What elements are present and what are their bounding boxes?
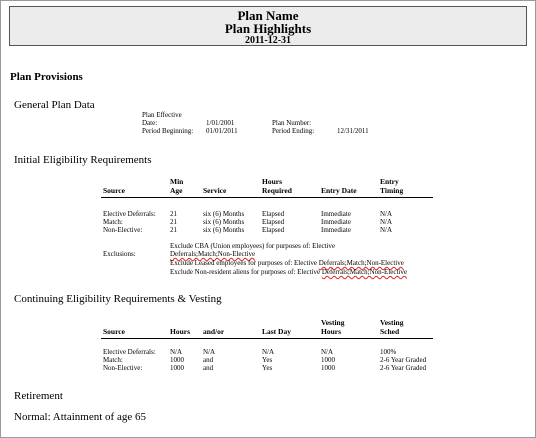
row-vesting-hours: 1000 — [321, 364, 335, 372]
row-vesting-hours: N/A — [321, 348, 334, 356]
col-hours: Hours — [170, 327, 191, 336]
row-hours: 1000 — [170, 356, 184, 364]
col-vesting-sched-1: Vesting — [380, 318, 404, 327]
period-beginning-value: 01/01/2011 — [206, 127, 238, 135]
row-vesting-hours: 1000 — [321, 356, 335, 364]
exclusion-sources: Deferrals;Match;Non-Elective — [318, 259, 404, 267]
col-last-day: Last Day — [262, 327, 291, 336]
col-hours-2: Required — [262, 186, 292, 195]
plan-number-label: Plan Number: — [272, 119, 312, 127]
exclusion-line-2: Deferrals;Match;Non-Elective — [170, 250, 256, 258]
col-vesting-hours-1: Vesting — [321, 318, 345, 327]
retirement-heading: Retirement — [14, 390, 63, 402]
exclusion-line-1: Exclude CBA (Union employees) for purposes of: Elective — [170, 242, 336, 250]
row-hours: Elapsed — [262, 218, 285, 226]
period-ending-label: Period Ending: — [272, 127, 315, 135]
row-vesting-sched: 2-6 Year Graded — [380, 356, 427, 364]
col-entry-timing-1: Entry — [380, 177, 399, 186]
row-timing: N/A — [380, 218, 393, 226]
row-andor: and — [203, 364, 214, 372]
row-source: Elective Deferrals: — [103, 210, 156, 218]
effective-date-label-2: Date: — [142, 119, 158, 127]
plan-name: Plan Name — [237, 8, 299, 23]
col-hours-1: Hours — [262, 177, 283, 186]
row-entry-date: Immediate — [321, 210, 351, 218]
row-vesting-sched: 100% — [380, 348, 397, 356]
exclusion-text: Exclude Leased employees for purposes of: Elective — [170, 259, 319, 267]
row-hours: 1000 — [170, 364, 184, 372]
exclusion-line-3 — [170, 259, 404, 267]
plan-provisions-heading: Plan Provisions — [10, 71, 83, 83]
col-min-1: Min — [170, 177, 184, 186]
row-source: Non-Elective: — [103, 364, 143, 372]
effective-date-label-1: Plan Effective — [142, 111, 182, 119]
row-age: 21 — [170, 226, 177, 234]
general-plan-data-heading: General Plan Data — [14, 99, 95, 111]
continuing-eligibility-heading: Continuing Eligibility Requirements & Vesting — [14, 293, 222, 305]
row-hours: Elapsed — [262, 226, 285, 234]
exclusion-sources: Deferrals;Match;Non-Elective — [321, 268, 407, 276]
col-vesting-sched-2: Sched — [380, 327, 400, 336]
exclusions-label: Exclusions: — [103, 250, 136, 258]
exclusion-text: Exclude Non-resident aliens for purposes of: Elective — [170, 268, 322, 276]
col-entry-date: Entry Date — [321, 186, 357, 195]
col-service: Service — [203, 186, 227, 195]
row-entry-date: Immediate — [321, 226, 351, 234]
col-min-2: Age — [170, 186, 183, 195]
col-andor: and/or — [203, 327, 225, 336]
row-age: 21 — [170, 210, 177, 218]
row-andor: N/A — [203, 348, 216, 356]
row-last-day: Yes — [262, 356, 273, 364]
document-header — [9, 6, 527, 46]
row-timing: N/A — [380, 210, 393, 218]
initial-eligibility-heading: Initial Eligibility Requirements — [14, 154, 152, 166]
row-entry-date: Immediate — [321, 218, 351, 226]
row-source: Match: — [103, 218, 123, 226]
plan-date: 2011-12-31 — [244, 35, 292, 46]
plan-highlights-title: Plan Highlights — [224, 21, 312, 36]
row-vesting-sched: 2-6 Year Graded — [380, 364, 427, 372]
row-source: Match: — [103, 356, 123, 364]
initial-header-rule — [101, 197, 433, 198]
retirement-normal-text: Normal: Attainment of age 65 — [14, 411, 146, 423]
row-andor: and — [203, 356, 214, 364]
exclusion-line-4 — [170, 268, 407, 276]
row-hours: Elapsed — [262, 210, 285, 218]
row-last-day: Yes — [262, 364, 273, 372]
col-vesting-hours-2: Hours — [321, 327, 342, 336]
row-last-day: N/A — [262, 348, 275, 356]
row-age: 21 — [170, 218, 177, 226]
row-hours: N/A — [170, 348, 183, 356]
row-source: Elective Deferrals: — [103, 348, 156, 356]
row-service: six (6) Months — [203, 218, 245, 226]
col-entry-timing-2: Timing — [380, 186, 404, 195]
period-ending-value: 12/31/2011 — [337, 127, 369, 135]
continuing-header-rule — [101, 338, 433, 339]
effective-date-value: 1/01/2001 — [206, 119, 235, 127]
period-beginning-label: Period Beginning: — [142, 127, 194, 135]
row-service: six (6) Months — [203, 210, 245, 218]
row-service: six (6) Months — [203, 226, 245, 234]
col-source: Source — [103, 186, 125, 195]
col-source: Source — [103, 327, 125, 336]
row-timing: N/A — [380, 226, 393, 234]
row-source: Non-Elective: — [103, 226, 143, 234]
